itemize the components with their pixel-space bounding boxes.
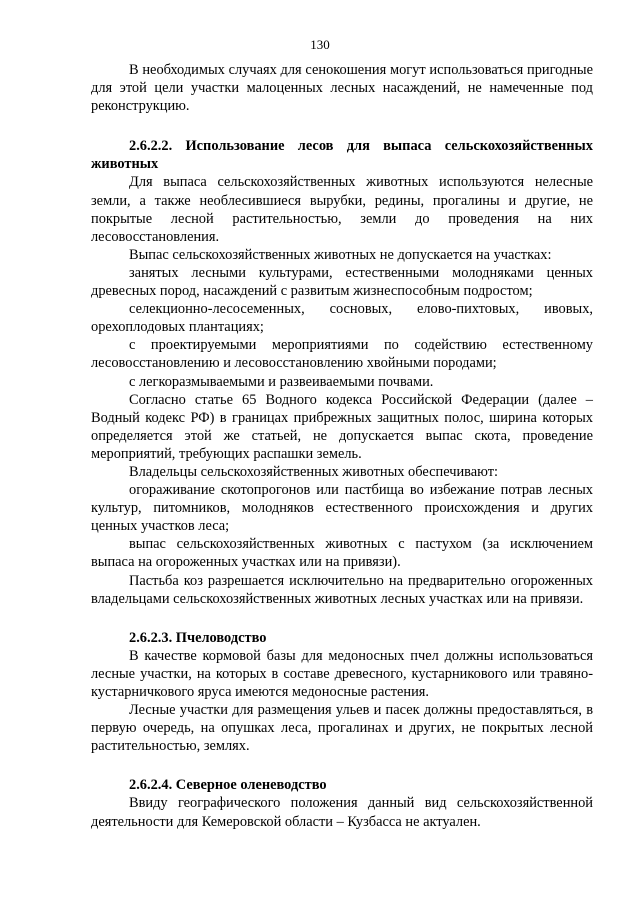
section-2-6-2-3 — [91, 629, 593, 756]
intro-paragraph: В необходимых случаях для сенокошения могут использоваться пригодные для этой цели участки малоценных лесных насаждений, не намеченные под реконструкцию. — [91, 62, 593, 115]
list-item: с проектируемыми мероприятиями по содействию естественному лесовосстановлению и лесовосстановлению хвойными породами; — [91, 337, 593, 372]
section-heading: 2.6.2.4. Северное оленеводство — [129, 777, 327, 794]
paragraph: Пастьба коз разрешается исключительно на предварительно огороженных владельцами сельскохозяйственных животных лесных участках или на привязи. — [91, 572, 593, 607]
paragraph: Лесные участки для размещения ульев и пасек должны предоставляться, в первую очередь, на опушках леса, прогалинах и других, не покрытых лесной растительностью, землях. — [91, 702, 593, 755]
list-item: огораживание скотопрогонов или пастбища во избежание потрав лесных культур, питомников, молодняков естественного происхождения и других ценных участков леса; — [91, 482, 593, 535]
list-item: с легкоразмываемыми и развеиваемыми почвами. — [129, 373, 434, 390]
section-heading: 2.6.2.3. Пчеловодство — [129, 629, 267, 646]
section-heading: 2.6.2.2. Использование лесов для выпаса сельскохозяйственных животных — [91, 138, 593, 173]
paragraph: Для выпаса сельскохозяйственных животных используются нелесные земли, а также необлесившиеся вырубки, редины, прогалины и другие, не покрытые лесной растительностью, земли до проведения на них лесовосстановления. — [91, 174, 593, 245]
paragraph: В качестве кормовой базы для медоносных пчел должны использоваться лесные участки, на которых в составе древесного, кустарникового или травяно-кустарничкового яруса имеются медоносные растения. — [91, 647, 593, 700]
section-2-6-2-2 — [91, 137, 593, 607]
list-item: занятых лесными культурами, естественными молодняками ценных древесных пород, насаждений с развитым жизнеспособным подростом; — [91, 264, 593, 300]
section-2-6-2-4 — [91, 776, 593, 830]
list-item: селекционно-лесосеменных, сосновых, елово-пихтовых, ивовых, орехоплодовых плантациях; — [91, 301, 593, 336]
document-body — [91, 61, 593, 831]
page-number: 130 — [310, 37, 330, 52]
paragraph: Ввиду географического положения данный вид сельскохозяйственной деятельности для Кемеровской области – Кузбасса не актуален. — [91, 795, 593, 830]
list-item: выпас сельскохозяйственных животных с пастухом (за исключением выпаса на огороженных участках или на привязи). — [91, 536, 593, 571]
paragraph: Выпас сельскохозяйственных животных не допускается на участках: — [129, 246, 552, 263]
paragraph: Владельцы сельскохозяйственных животных обеспечивают: — [129, 463, 499, 480]
paragraph: Согласно статье 65 Водного кодекса Российской Федерации (далее – Водный кодекс РФ) в границах прибрежных защитных полос, ширина которых определяется этой же статьей, не допускается выпас скота, проведение мероприятий, требующих распашки земель. — [91, 391, 593, 462]
